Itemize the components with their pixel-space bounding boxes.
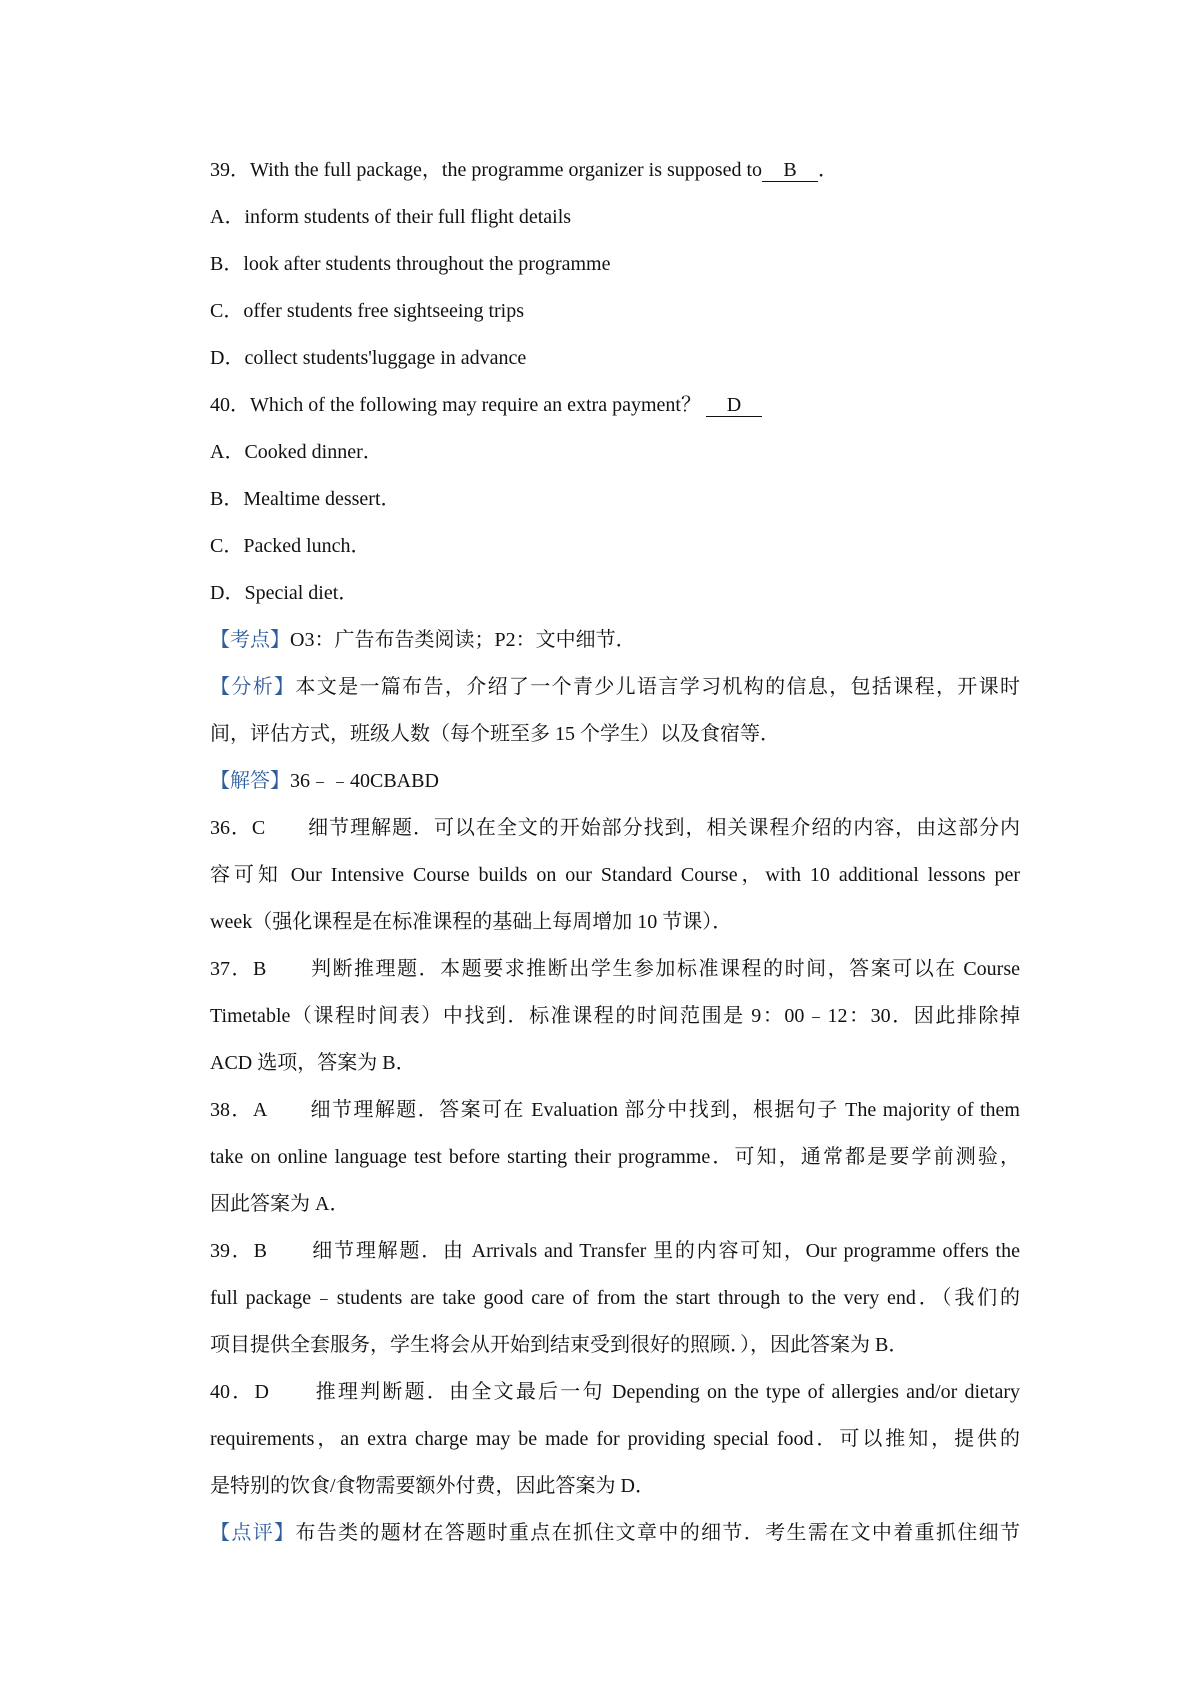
explanation-39-line1: 39．B 细节理解题．由 Arrivals and Transfer 里的内容可知，Our programme offers the [210, 1240, 1020, 1262]
fenxi-section [210, 673, 1020, 701]
q40-option-b: B．Mealtime dessert． [210, 488, 401, 510]
fenxi-text-line1: 本文是一篇布告，介绍了一个青少儿语言学习机构的信息，包括课程，开课时 [295, 676, 1021, 698]
explanation-39-line3: 项目提供全套服务，学生将会从开始到结束受到很好的照顾．），因此答案为 B． [210, 1334, 909, 1356]
q39-option-c: C．offer students free sightseeing trips [210, 300, 525, 322]
q39-option-b: B．look after students throughout the programme [210, 253, 611, 275]
explanation-38-line1: 38．A 细节理解题．答案可在 Evaluation 部分中找到，根据句子 The majority of them [210, 1099, 1020, 1121]
explanation-37-line2: Timetable（课程时间表）中找到．标准课程的时间范围是 9：00﹣12：30．因此排除掉 [210, 1005, 1020, 1027]
q40-option-a: A．Cooked dinner． [210, 441, 383, 463]
explanation-38-line3: 因此答案为 A． [210, 1193, 350, 1215]
jieda-section [210, 767, 1020, 795]
kaodian-text: O3：广告布告类阅读；P2：文中细节． [290, 629, 636, 651]
question-39-stem [210, 156, 1020, 184]
q40-option-d: D．Special diet． [210, 582, 359, 604]
kaodian-tag: 【考点】 [210, 629, 290, 651]
explanation-37-line3: ACD 选项，答案为 B． [210, 1052, 416, 1074]
explanation-39-line2: full package﹣students are take good care of from the start through to the very end．（我们的 [210, 1287, 1020, 1309]
q39-option-a: A．inform students of their full flight details [210, 206, 572, 228]
jieda-tag: 【解答】 [210, 770, 290, 792]
explanation-40-line2: requirements，an extra charge may be made for providing special food．可以推知，提供的 [210, 1428, 1020, 1450]
explanation-36-line3: week（强化课程是在标准课程的基础上每周增加 10 节课）． [210, 911, 733, 933]
explanation-38-line2: take on online language test before starting their programme．可知，通常都是要学前测验， [210, 1146, 1020, 1168]
explanation-40-line3: 是特别的饮食/食物需要额外付费，因此答案为 D． [210, 1475, 655, 1497]
fenxi-text-line2: 间，评估方式，班级人数（每个班至多 15 个学生）以及食宿等． [210, 723, 780, 745]
fenxi-tag: 【分析】 [210, 676, 296, 698]
explanation-40-line1: 40．D 推理判断题．由全文最后一句 Depending on the type of allergies and/or dietary [210, 1381, 1020, 1403]
jieda-text: 36﹣﹣40CBABD [290, 770, 439, 792]
dianping-tag: 【点评】 [210, 1522, 296, 1544]
dianping-section [210, 1519, 1020, 1547]
q40-stem-text: 40．Which of the following may require an extra payment？ [210, 394, 701, 416]
q39-answer-blank: B [762, 159, 818, 182]
q40-option-c: C．Packed lunch． [210, 535, 371, 557]
q39-option-d: D．collect students'luggage in advance [210, 347, 527, 369]
q40-answer-blank: D [706, 394, 762, 417]
q39-stem-end: ． [818, 159, 839, 181]
kaodian-section [210, 626, 1020, 654]
question-40-stem [210, 391, 1020, 419]
q39-stem-text: 39．With the full package，the programme organizer is supposed to [210, 159, 763, 181]
dianping-text: 布告类的题材在答题时重点在抓住文章中的细节．考生需在文中着重抓住细节 [295, 1522, 1021, 1544]
explanation-36-line2: 容可知 Our Intensive Course builds on our Standard Course，with 10 additional lessons per [210, 864, 1020, 886]
explanation-37-line1: 37．B 判断推理题．本题要求推断出学生参加标准课程的时间，答案可以在 Course [210, 958, 1020, 980]
explanation-36-line1: 36．C 细节理解题．可以在全文的开始部分找到，相关课程介绍的内容，由这部分内 [210, 817, 1020, 839]
